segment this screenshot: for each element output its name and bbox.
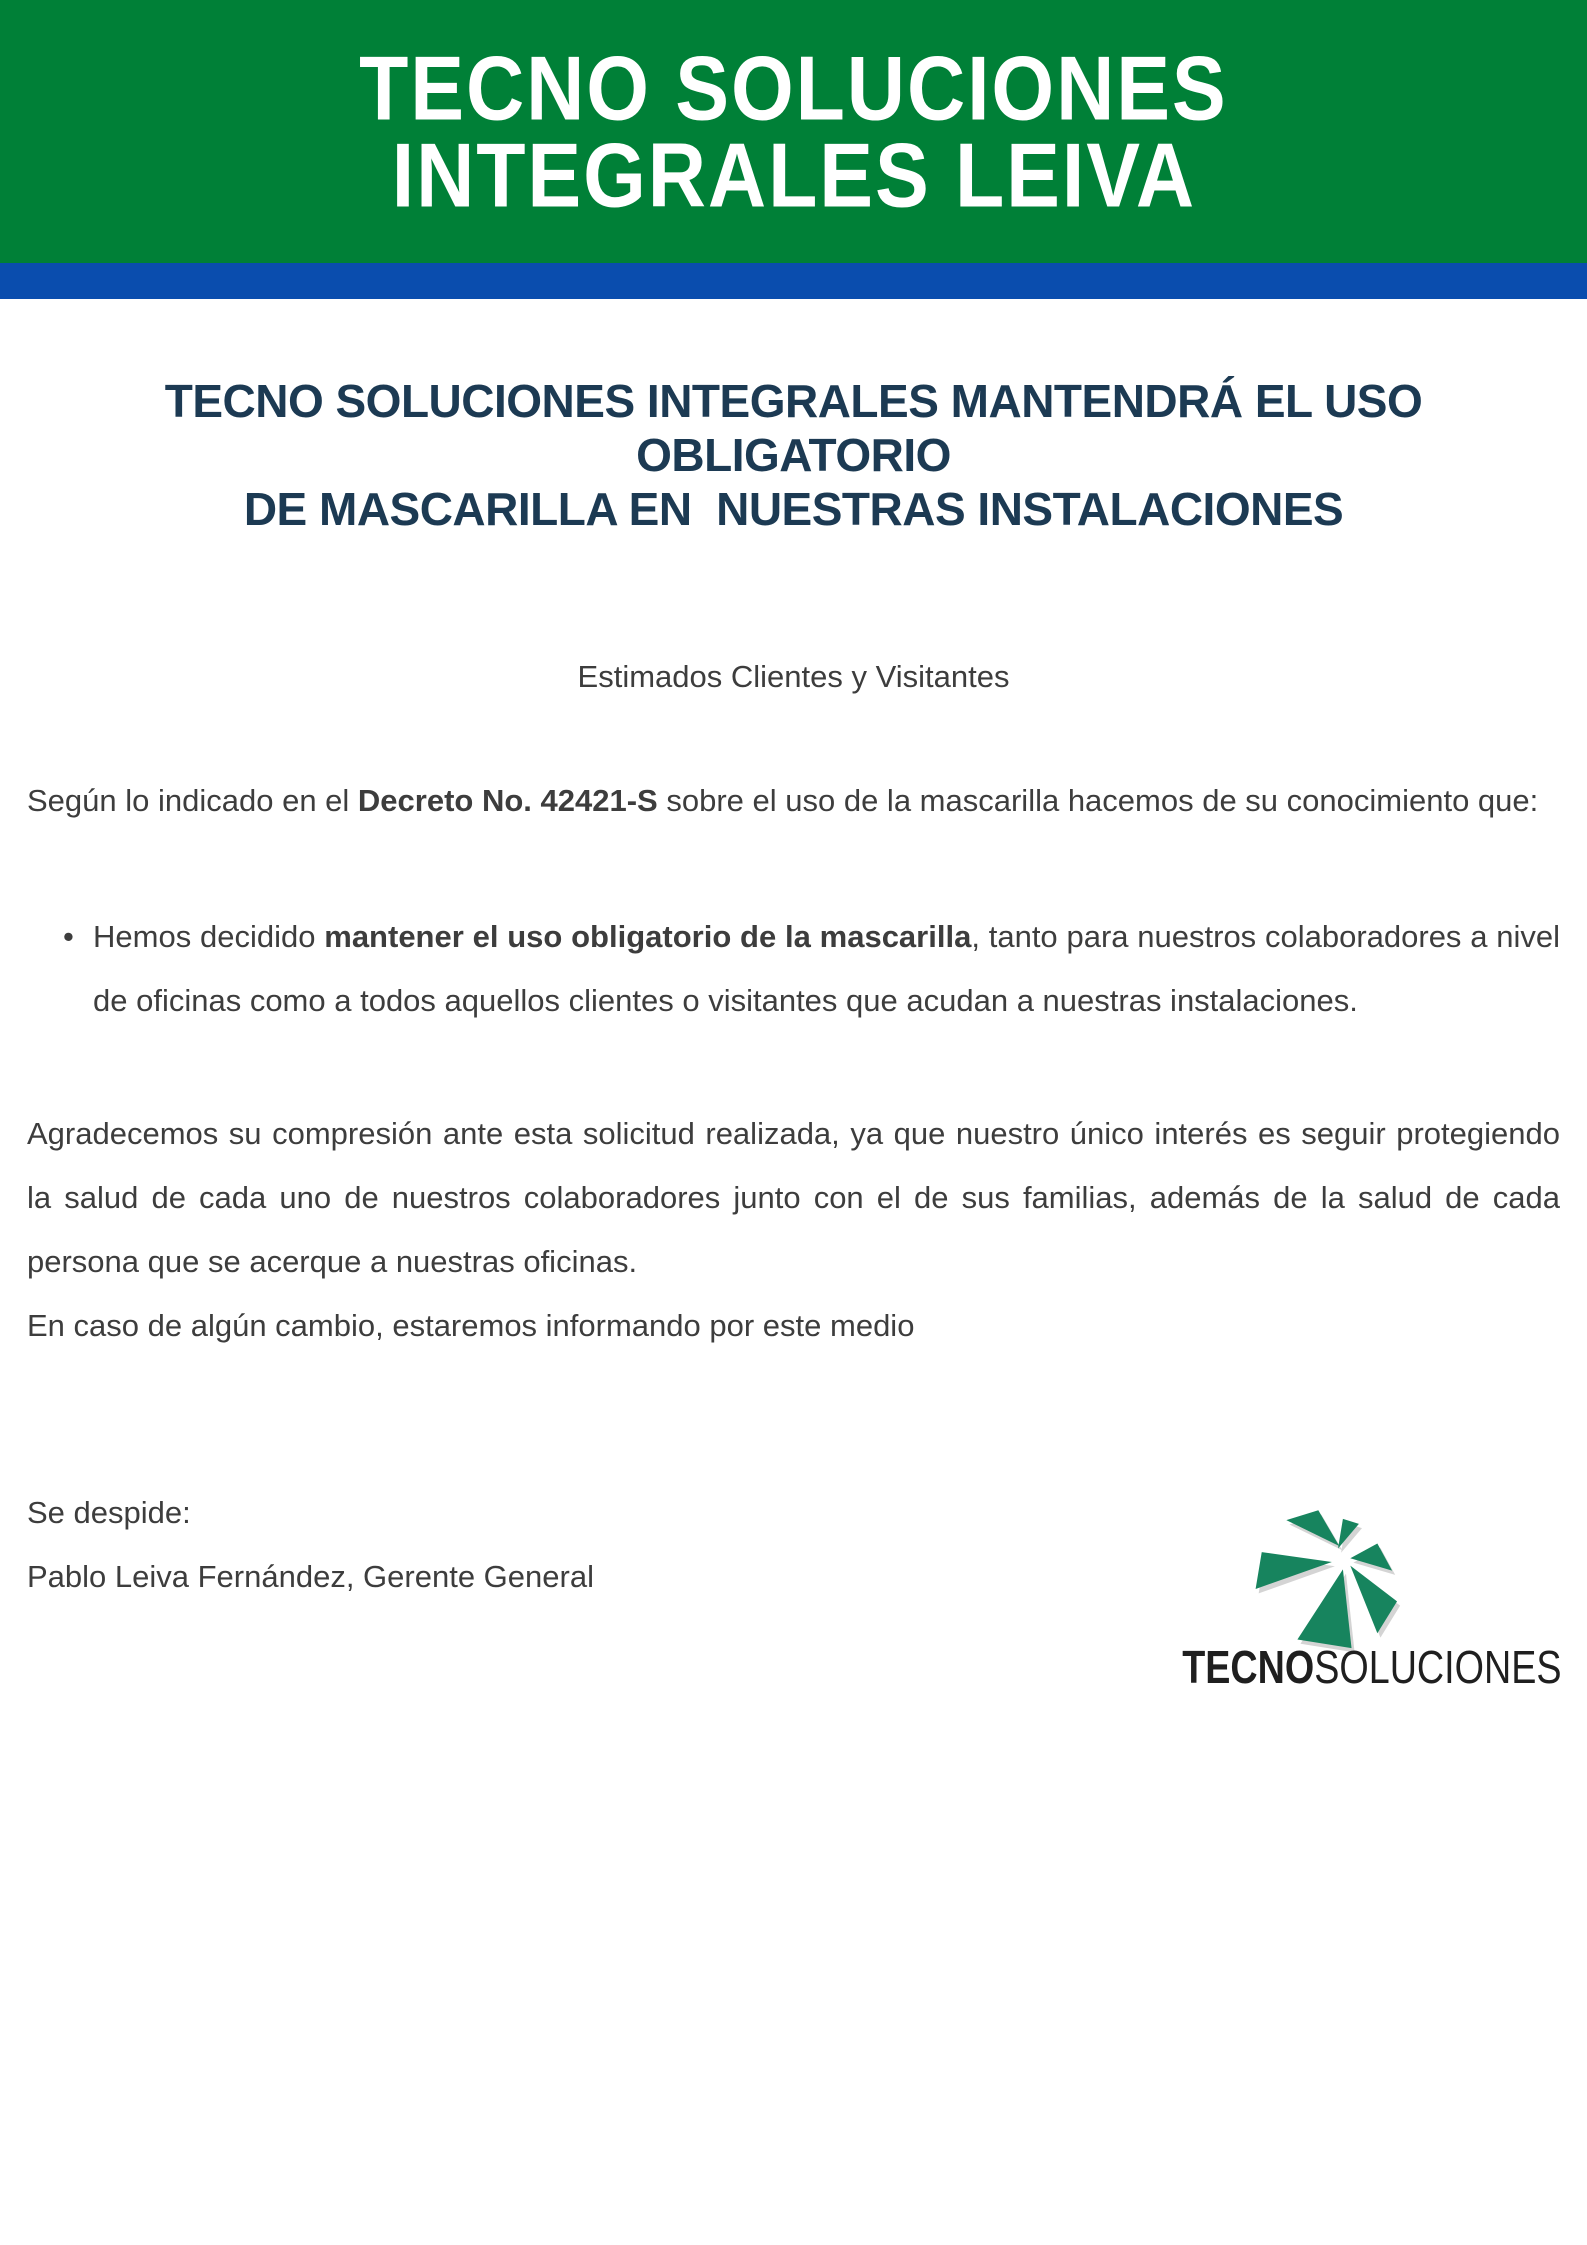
banner-line2: INTEGRALES LEIVA xyxy=(391,123,1196,226)
logo-wordmark xyxy=(1182,1641,1562,1693)
bullet-post: , tanto para nuestros colaboradores a nivel de oficinas como a todos aquellos clientes o visitantes que acudan a nuestras instalaciones. xyxy=(93,919,1560,1018)
closing-se-despide: Se despide: xyxy=(27,1495,191,1530)
banner-line1: TECNO SOLUCIONES xyxy=(359,37,1228,139)
tecnosoluciones-logo xyxy=(1148,1483,1562,1693)
logo-wordmark-soluciones: SOLUCIONES xyxy=(1314,1641,1562,1693)
notice-title-line1: TECNO SOLUCIONES INTEGRALES MANTENDRÁ EL USO OBLIGATORIO xyxy=(164,375,1423,481)
bullet-item xyxy=(27,905,1560,1033)
notice-title-line2: DE MASCARILLA EN NUESTRAS INSTALACIONES xyxy=(243,483,1344,535)
notice-title xyxy=(27,374,1560,536)
paragraph-encaso: En caso de algún cambio, estaremos informando por este medio xyxy=(27,1308,915,1343)
paragraph-decreto xyxy=(27,769,1560,833)
company-banner xyxy=(0,0,1587,263)
paragraph-decreto-pre: Según lo indicado en el xyxy=(27,783,358,818)
greeting: Estimados Clientes y Visitantes xyxy=(577,659,1010,694)
bullet-bold: mantener el uso obligatorio de la mascarilla xyxy=(324,919,972,954)
paragraph-decreto-post: sobre el uso de la mascarilla hacemos de su conocimiento que: xyxy=(657,783,1539,818)
closing-signature: Pablo Leiva Fernández, Gerente General xyxy=(27,1559,594,1594)
logo-wordmark-tecno: TECNO xyxy=(1182,1641,1315,1693)
bullet-pre: Hemos decidido xyxy=(93,919,325,954)
letter-body xyxy=(0,374,1587,1609)
paragraph-agradecemos: Agradecemos su compresión ante esta solicitud realizada, ya que nuestro único interés es seguir protegiendo la salud de cada uno de nuestros colaboradores junto con el de sus familias, además de la salud de cada persona que se acerque a nuestras oficinas. xyxy=(27,1116,1560,1279)
accent-bar xyxy=(0,263,1587,299)
bullet-list xyxy=(27,905,1560,1033)
paragraph-decreto-bold: Decreto No. 42421-S xyxy=(357,783,658,818)
